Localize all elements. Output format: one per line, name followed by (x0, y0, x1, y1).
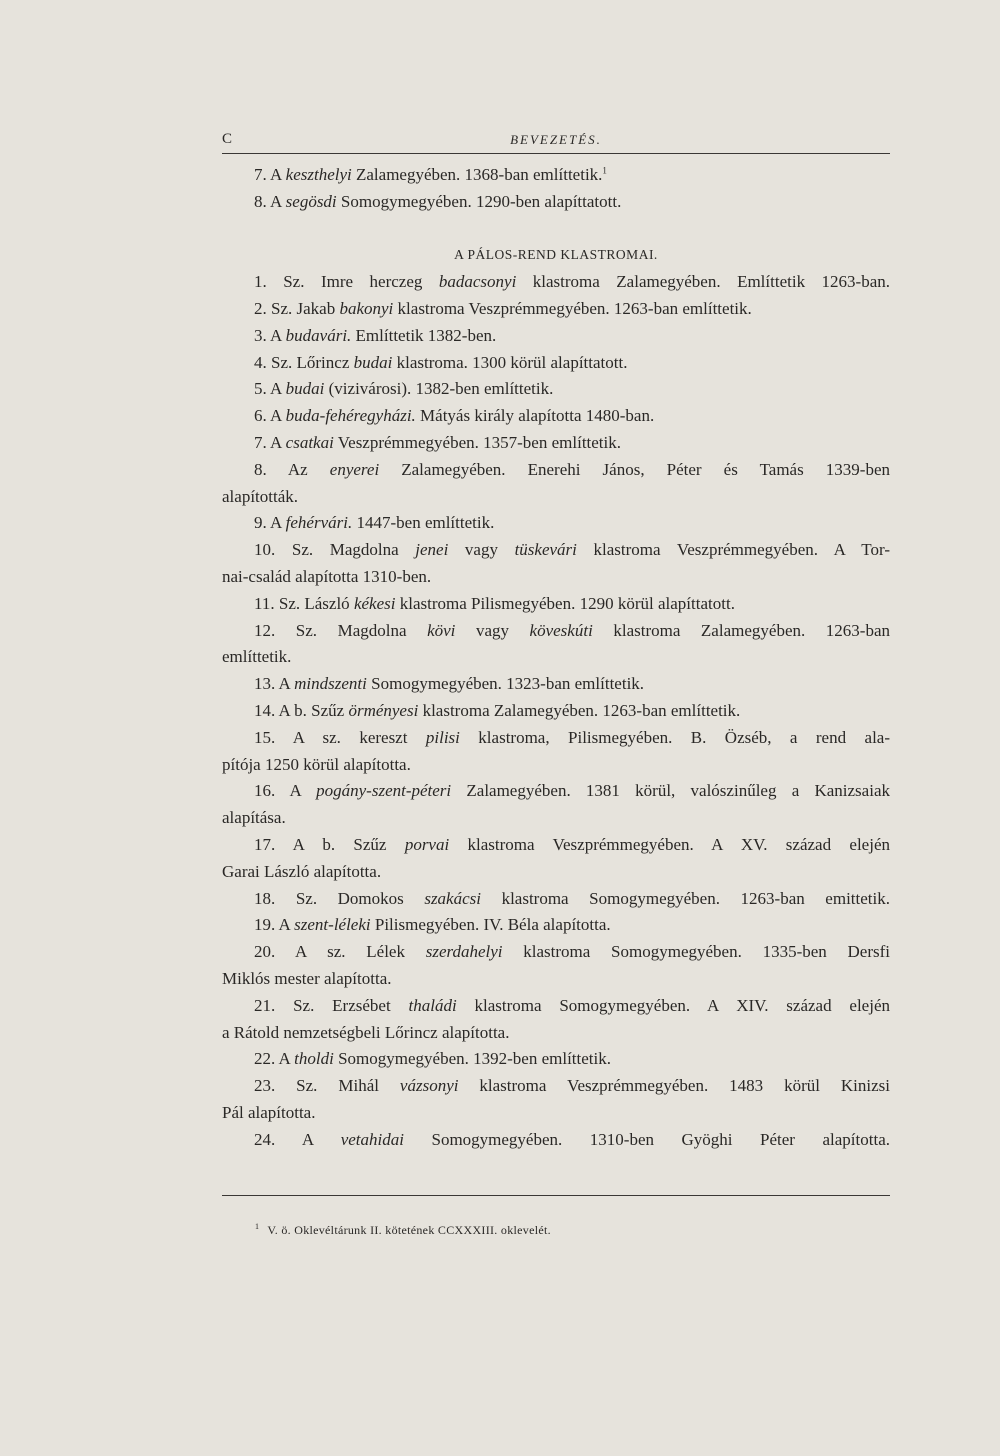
footnote-rule (222, 1195, 890, 1196)
text-segment: vagy (455, 620, 530, 640)
entry-line (222, 618, 890, 645)
place-name: budavári. (285, 325, 352, 345)
text-segment: 4. Sz. Lőrincz (254, 352, 354, 372)
text-segment: 15. A sz. kereszt (254, 727, 426, 747)
running-title: BEVEZETÉS. (510, 132, 602, 147)
text-segment: Miklós mester alapította. (222, 968, 392, 988)
entry-line (222, 671, 890, 698)
place-name: badacsonyi (438, 272, 517, 292)
text-segment: 9. A (254, 513, 286, 533)
place-name: tholdi (294, 1049, 334, 1069)
entry-line (222, 912, 890, 939)
place-name: pogány-szent-péteri (316, 781, 452, 801)
text-segment: 7. A (254, 432, 286, 452)
entry-line (222, 698, 890, 725)
text-segment: említtetik. (222, 647, 292, 667)
text-segment: klastroma. 1300 körül alapíttatott. (392, 352, 628, 372)
place-name: buda-fehéregyházi. (285, 406, 416, 426)
entry-line (222, 376, 890, 403)
text-segment: 11. Sz. László (254, 593, 354, 613)
entry-line (222, 778, 890, 805)
entry-line (222, 350, 890, 377)
text-segment: klastroma Zalamegyében. Említtetik 1263-ban. (516, 272, 890, 292)
text-segment: Zalamegyében. 1381 körül, valószinűleg a Kanizsaiak (451, 781, 890, 801)
entry-line (222, 430, 890, 457)
text-segment: klastroma Somogymegyében. 1263-ban emittetik. (481, 888, 890, 908)
entry-line: 8. A segösdi Somogymegyében. 1290-ben alapíttatott. (254, 191, 622, 211)
entry-continuation-line (222, 644, 890, 671)
place-name: köveskúti (529, 620, 593, 640)
body-text (222, 162, 890, 1153)
place-name: thaládi (408, 995, 457, 1015)
text-segment: 23. Sz. Mihál (254, 1076, 400, 1096)
footnote (255, 1222, 551, 1238)
footnote-marker: 1 (255, 1222, 260, 1231)
text-segment: 2. Sz. Jakab (254, 298, 340, 318)
entry-continuation-line (222, 564, 890, 591)
text-segment: 1447-ben említtetik. (352, 513, 495, 533)
text-segment: Somogymegyében. 1323-ban említtetik. (366, 674, 645, 694)
entry-line (222, 537, 890, 564)
text-segment: klastroma Veszprémmegyében. A XV. század elején (449, 834, 890, 854)
place-name: vázsonyi (399, 1076, 459, 1096)
text-segment: klastroma Veszprémmegyében. 1263-ban említtetik. (393, 298, 752, 318)
text-segment: 20. A sz. Lélek (254, 942, 426, 962)
place-name: szent-léleki (294, 915, 371, 935)
place-name: fehérvári. (285, 513, 353, 533)
entry-continuation-line (222, 859, 890, 886)
entry-line (222, 457, 890, 484)
entry-line (222, 939, 890, 966)
place-name: enyerei (329, 459, 380, 479)
footnote-text: V. ö. Oklevéltárunk II. kötetének CCXXXIII. oklevelét. (267, 1223, 551, 1237)
place-name: kövi (427, 620, 456, 640)
entry-continuation-line (222, 966, 890, 993)
text-segment: Mátyás király alapította 1480-ban. (415, 406, 655, 426)
entry-line (222, 1073, 890, 1100)
place-name: budai (285, 379, 325, 399)
entry-continuation-line (222, 752, 890, 779)
entry-line (222, 296, 890, 323)
text-segment: alapítása. (222, 808, 286, 828)
text-segment: 3. A (254, 325, 286, 345)
text-segment: 8. Az (254, 459, 330, 479)
text-segment: 1. Sz. Imre herczeg (254, 272, 439, 292)
text-segment: alapították. (222, 486, 299, 506)
text-segment: Pál alapította. (222, 1102, 316, 1122)
text-segment: klastroma Zalamegyében. 1263-ban (592, 620, 890, 640)
place-name: szakácsi (424, 888, 481, 908)
text-segment: a Rátold nemzetségbeli Lőrincz alapította. (222, 1022, 510, 1042)
entry-line (222, 993, 890, 1020)
entry-line (222, 832, 890, 859)
text-segment: klastroma, Pilismegyében. B. Özséb, a rend ala- (459, 727, 890, 747)
text-segment: Zalamegyében. Enerehi János, Péter és Tamás 1339-ben (379, 459, 890, 479)
entry-line (222, 269, 890, 296)
text-segment: 18. Sz. Domokos (254, 888, 425, 908)
place-name: szerdahelyi (425, 942, 503, 962)
text-segment: 5. A (254, 379, 286, 399)
entry-line (222, 403, 890, 430)
text-segment: (vizivárosi). 1382-ben említtetik. (324, 379, 554, 399)
text-segment: klastroma Somogymegyében. A XIV. század elején (456, 995, 890, 1015)
place-name: mindszenti (294, 674, 367, 694)
text-segment: klastroma Zalamegyében. 1263-ban említtetik. (418, 700, 741, 720)
entry-continuation-line (222, 805, 890, 832)
entry-line (222, 1046, 890, 1073)
place-name: vetahidai (340, 1129, 404, 1149)
entry-line (222, 886, 890, 913)
text-segment: 14. A b. Szűz (254, 700, 349, 720)
section-entries (222, 269, 890, 1153)
text-segment: 10. Sz. Magdolna (254, 540, 416, 560)
entry-continuation-line (222, 1020, 890, 1047)
text-segment: nai-család alapította 1310-ben. (222, 566, 432, 586)
text-segment: Somogymegyében. 1310-ben Gyöghi Péter alapította. (403, 1129, 890, 1149)
place-name: csatkai (285, 432, 334, 452)
running-head (222, 131, 890, 154)
place-name: jenei (415, 540, 449, 560)
text-segment: Említtetik 1382-ben. (351, 325, 497, 345)
entry-line (222, 725, 890, 752)
text-segment: 12. Sz. Magdolna (254, 620, 428, 640)
text-segment: klastroma Veszprémmegyében. A Tor- (576, 540, 890, 560)
text-segment: Veszprémmegyében. 1357-ben említtetik. (333, 432, 622, 452)
text-segment: 13. A (254, 674, 295, 694)
text-segment: Pilismegyében. IV. Béla alapította. (370, 915, 611, 935)
entry-continuation-line (222, 1100, 890, 1127)
entry-line (222, 510, 890, 537)
text-segment: 6. A (254, 406, 286, 426)
entry-line: 7. A keszthelyi Zalamegyében. 1368-ban említtetik.$^1$ (254, 165, 607, 184)
text-segment: vagy (448, 540, 515, 560)
text-segment: 17. A b. Szűz (254, 834, 405, 854)
text-segment: Somogymegyében. 1392-ben említtetik. (333, 1049, 611, 1069)
text-segment: 24. A (254, 1129, 341, 1149)
text-segment: 16. A (254, 781, 317, 801)
entry-line (222, 1127, 890, 1154)
text-segment: Garai László alapította. (222, 861, 382, 881)
entry-continuation-line (222, 484, 890, 511)
place-name: kékesi (353, 593, 396, 613)
text-segment: pítója 1250 körül alapította. (222, 754, 411, 774)
place-name: örményesi (348, 700, 419, 720)
footnote-marker: 1 (602, 165, 607, 176)
place-name: bakonyi (339, 298, 394, 318)
place-name: budai (353, 352, 393, 372)
place-name: pilisi (425, 727, 460, 747)
section-heading: A PÁLOS-REND KLASTROMAI. (454, 247, 658, 263)
text-segment: klastroma Somogymegyében. 1335-ben Dersfi (502, 942, 890, 962)
text-segment: klastroma Pilismegyében. 1290 körül alapíttatott. (395, 593, 735, 613)
text-segment: 22. A (254, 1049, 295, 1069)
entry-line (222, 591, 890, 618)
place-name: tüskevári (514, 540, 577, 560)
text-segment: 21. Sz. Erzsébet (254, 995, 409, 1015)
page-number: C (222, 131, 234, 147)
place-name: porvai (404, 834, 450, 854)
text-segment: 19. A (254, 915, 295, 935)
entry-line (222, 323, 890, 350)
text-segment: klastroma Veszprémmegyében. 1483 körül Kinizsi (458, 1076, 890, 1096)
